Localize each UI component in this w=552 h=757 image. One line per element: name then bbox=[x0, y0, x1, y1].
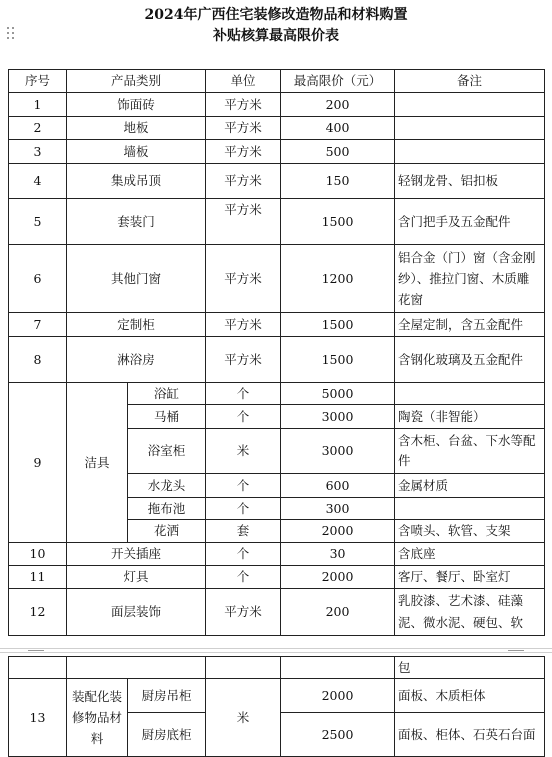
header-category: 产品类别 bbox=[67, 70, 206, 93]
page-break-line bbox=[0, 648, 552, 649]
row-price: 30 bbox=[281, 543, 395, 566]
row-unit: 平方米 bbox=[206, 337, 281, 383]
row-category: 开关插座 bbox=[67, 543, 206, 566]
header-unit: 单位 bbox=[206, 70, 281, 93]
document-title: 2024年广西住宅装修改造物品和材料购置 bbox=[144, 7, 408, 23]
row-price: 2500 bbox=[281, 713, 395, 757]
row-category: 饰面砖 bbox=[67, 93, 206, 117]
row-price: 3000 bbox=[281, 405, 395, 429]
row-note: 含底座 bbox=[395, 543, 545, 566]
row-price: 200 bbox=[281, 589, 395, 636]
row-subcategory: 浴缸 bbox=[128, 383, 206, 405]
table-row bbox=[9, 543, 545, 566]
row-seq: 8 bbox=[9, 337, 67, 383]
row-note: 铝合金（门）窗（含金刚纱）、推拉门窗、木质雕花窗 bbox=[395, 245, 545, 313]
price-limit-table-continued bbox=[8, 656, 545, 757]
row-seq: 9 bbox=[9, 383, 67, 543]
table-row bbox=[9, 140, 545, 164]
header-note: 备注 bbox=[395, 70, 545, 93]
row-unit bbox=[206, 657, 281, 679]
row-unit: 个 bbox=[206, 543, 281, 566]
table-row bbox=[9, 337, 545, 383]
row-seq: 5 bbox=[9, 199, 67, 245]
row-note bbox=[395, 140, 545, 164]
row-unit: 个 bbox=[206, 474, 281, 498]
row-note bbox=[395, 498, 545, 520]
row-seq: 6 bbox=[9, 245, 67, 313]
row-price: 3000 bbox=[281, 429, 395, 474]
row-note: 包 bbox=[395, 657, 545, 679]
row-category: 地板 bbox=[67, 117, 206, 140]
row-note bbox=[395, 93, 545, 117]
page-margin-mark bbox=[508, 650, 524, 651]
row-unit: 米 bbox=[206, 429, 281, 474]
row-seq bbox=[9, 657, 67, 679]
row-note: 含钢化玻璃及五金配件 bbox=[395, 337, 545, 383]
row-price: 5000 bbox=[281, 383, 395, 405]
page-break-line bbox=[0, 652, 552, 653]
table-row bbox=[9, 199, 545, 245]
row-price: 150 bbox=[281, 164, 395, 199]
row-note bbox=[395, 117, 545, 140]
row-note: 金属材质 bbox=[395, 474, 545, 498]
row-unit: 平方米 bbox=[206, 245, 281, 313]
row-unit: 平方米 bbox=[206, 164, 281, 199]
row-category: 集成吊顶 bbox=[67, 164, 206, 199]
row-note: 含木柜、台盆、下水等配件 bbox=[395, 429, 545, 474]
row-unit: 平方米 bbox=[206, 589, 281, 636]
row-price: 2000 bbox=[281, 679, 395, 713]
row-price: 400 bbox=[281, 117, 395, 140]
row-price: 1200 bbox=[281, 245, 395, 313]
row-category: 灯具 bbox=[67, 566, 206, 589]
row-unit: 个 bbox=[206, 383, 281, 405]
row-category: 墙板 bbox=[67, 140, 206, 164]
row-price: 2000 bbox=[281, 566, 395, 589]
page-margin-mark bbox=[28, 650, 44, 651]
row-subcategory: 马桶 bbox=[128, 405, 206, 429]
row-note: 轻钢龙骨、铝扣板 bbox=[395, 164, 545, 199]
row-note: 含门把手及五金配件 bbox=[395, 199, 545, 245]
table-row bbox=[9, 313, 545, 337]
row-seq: 11 bbox=[9, 566, 67, 589]
table-row bbox=[9, 679, 545, 713]
row-category: 淋浴房 bbox=[67, 337, 206, 383]
table-row bbox=[9, 589, 545, 636]
row-price: 500 bbox=[281, 140, 395, 164]
row-category bbox=[67, 657, 206, 679]
header-seq: 序号 bbox=[9, 70, 67, 93]
row-subcategory: 厨房底柜 bbox=[128, 713, 206, 757]
table-row bbox=[9, 657, 545, 679]
row-note: 客厅、餐厅、卧室灯 bbox=[395, 566, 545, 589]
row-category: 定制柜 bbox=[67, 313, 206, 337]
row-unit: 平方米 bbox=[206, 93, 281, 117]
row-price bbox=[281, 657, 395, 679]
row-subcategory: 厨房吊柜 bbox=[128, 679, 206, 713]
document-subtitle: 补贴核算最高限价表 bbox=[213, 28, 339, 44]
row-unit: 米 bbox=[206, 679, 281, 757]
row-price: 1500 bbox=[281, 313, 395, 337]
table-header-row bbox=[9, 70, 545, 93]
row-note: 面板、木质柜体 bbox=[395, 679, 545, 713]
table-row bbox=[9, 93, 545, 117]
row-group: 洁具 bbox=[67, 383, 128, 543]
row-seq: 2 bbox=[9, 117, 67, 140]
row-note: 全屋定制，含五金配件 bbox=[395, 313, 545, 337]
row-unit: 平方米 bbox=[206, 313, 281, 337]
row-subcategory: 水龙头 bbox=[128, 474, 206, 498]
row-unit: 平方米 bbox=[206, 117, 281, 140]
row-seq: 3 bbox=[9, 140, 67, 164]
page-break bbox=[0, 644, 552, 656]
row-price: 2000 bbox=[281, 520, 395, 543]
row-subcategory: 拖布池 bbox=[128, 498, 206, 520]
row-seq: 10 bbox=[9, 543, 67, 566]
header-price: 最高限价（元） bbox=[281, 70, 395, 93]
row-category: 面层装饰 bbox=[67, 589, 206, 636]
row-group: 装配化装修物品材料 bbox=[67, 679, 128, 757]
row-seq: 13 bbox=[9, 679, 67, 757]
row-price: 1500 bbox=[281, 199, 395, 245]
row-subcategory: 花洒 bbox=[128, 520, 206, 543]
row-price: 200 bbox=[281, 93, 395, 117]
price-limit-table bbox=[8, 69, 545, 636]
table-row bbox=[9, 245, 545, 313]
row-category: 其他门窗 bbox=[67, 245, 206, 313]
row-note: 乳胶漆、艺术漆、硅藻泥、微水泥、硬包、软 bbox=[395, 589, 545, 636]
table-row bbox=[9, 117, 545, 140]
row-seq: 7 bbox=[9, 313, 67, 337]
row-unit: 个 bbox=[206, 566, 281, 589]
table-row bbox=[9, 164, 545, 199]
row-note bbox=[395, 383, 545, 405]
row-unit: 个 bbox=[206, 498, 281, 520]
row-unit: 平方米 bbox=[206, 199, 281, 245]
row-seq: 4 bbox=[9, 164, 67, 199]
row-category: 套装门 bbox=[67, 199, 206, 245]
row-unit: 套 bbox=[206, 520, 281, 543]
row-note: 含喷头、软管、支架 bbox=[395, 520, 545, 543]
row-subcategory: 浴室柜 bbox=[128, 429, 206, 474]
table-row bbox=[9, 566, 545, 589]
row-price: 300 bbox=[281, 498, 395, 520]
row-note: 陶瓷（非智能） bbox=[395, 405, 545, 429]
row-price: 600 bbox=[281, 474, 395, 498]
row-unit: 平方米 bbox=[206, 140, 281, 164]
row-price: 1500 bbox=[281, 337, 395, 383]
row-note: 面板、柜体、石英石台面 bbox=[395, 713, 545, 757]
table-row bbox=[9, 383, 545, 405]
row-unit: 个 bbox=[206, 405, 281, 429]
row-seq: 1 bbox=[9, 93, 67, 117]
row-seq: 12 bbox=[9, 589, 67, 636]
